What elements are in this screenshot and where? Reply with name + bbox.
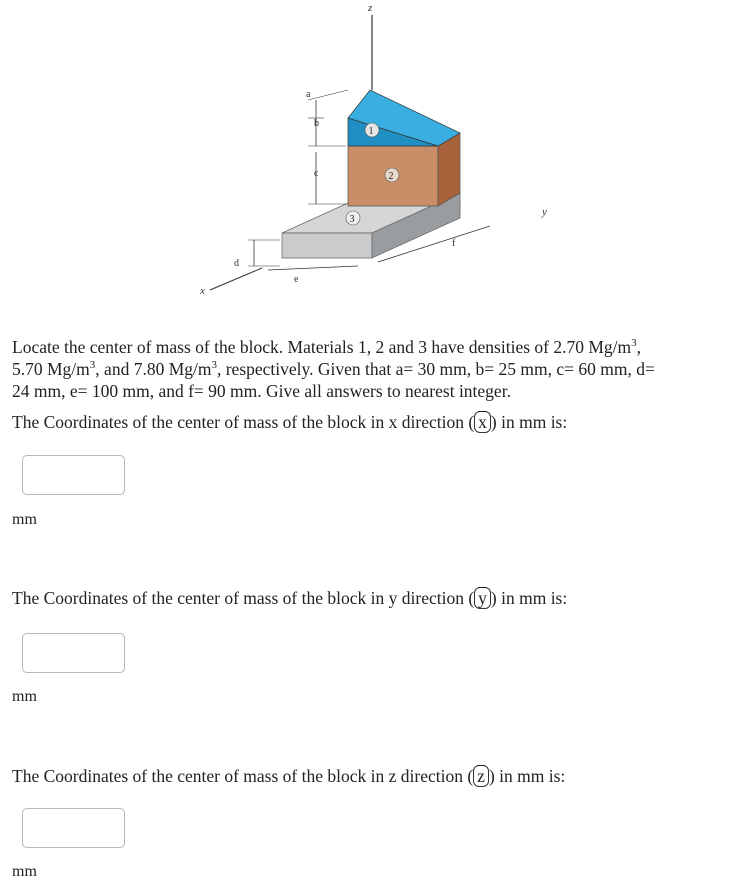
dim-c-label: c [314,168,319,179]
z-bar-symbol: $\overline{z}$ [473,765,489,787]
block-figure [190,0,490,300]
answer-y-input[interactable] [22,633,125,673]
part1-label: 1 [368,126,374,137]
dim-f-label: f [452,238,456,249]
dim-b-label: b [314,118,319,129]
unit-z: mm [12,863,37,880]
answer-x-input[interactable] [22,455,125,495]
question-z: The Coordinates of the center of mass of the block in z direction ( $\overline{z}$ ) in mm is: [12,766,566,786]
question-y: The Coordinates of the center of mass of the block in y direction ( $\overline{y}$ ) in mm is: [12,588,568,608]
dim-a-label: a [306,89,311,100]
unit-y: mm [12,688,37,705]
answer-z-input[interactable] [22,808,125,848]
y-bar-symbol: $\overline{y}$ [474,587,491,609]
dim-d-label: d [234,258,239,269]
problem-line-2: 5.70 $Mg/m^3$, and 7.80 $Mg/m^3$, respectively. Given that a= 30 mm, b= 25 mm, c= 60 mm, d= [12,359,655,379]
part3-label: 3 [349,214,355,225]
dim-tick1 [308,90,348,100]
unit-x: mm [12,511,37,528]
part3-front [282,233,372,258]
x-axis [210,268,262,290]
problem-line-3: 24 mm, e= 100 mm, and f= 90 mm. Give all answers to nearest integer. [12,381,511,401]
problem-line-1: Locate the center of mass of the block. Materials 1, 2 and 3 have densities of 2.70 $Mg/m^3$, [12,337,642,357]
part2-label: 2 [388,171,394,182]
x-bar-symbol: $\overline{x}$ [474,411,491,433]
x-axis-label: x [200,285,205,297]
question-x: The Coordinates of the center of mass of the block in x direction ( $\overline{x}$ ) in mm is: [12,412,568,432]
dim-e-label: e [294,274,299,285]
dim-e-line [268,266,358,270]
z-axis-label: z [368,2,373,14]
y-axis-label: y [542,206,547,218]
